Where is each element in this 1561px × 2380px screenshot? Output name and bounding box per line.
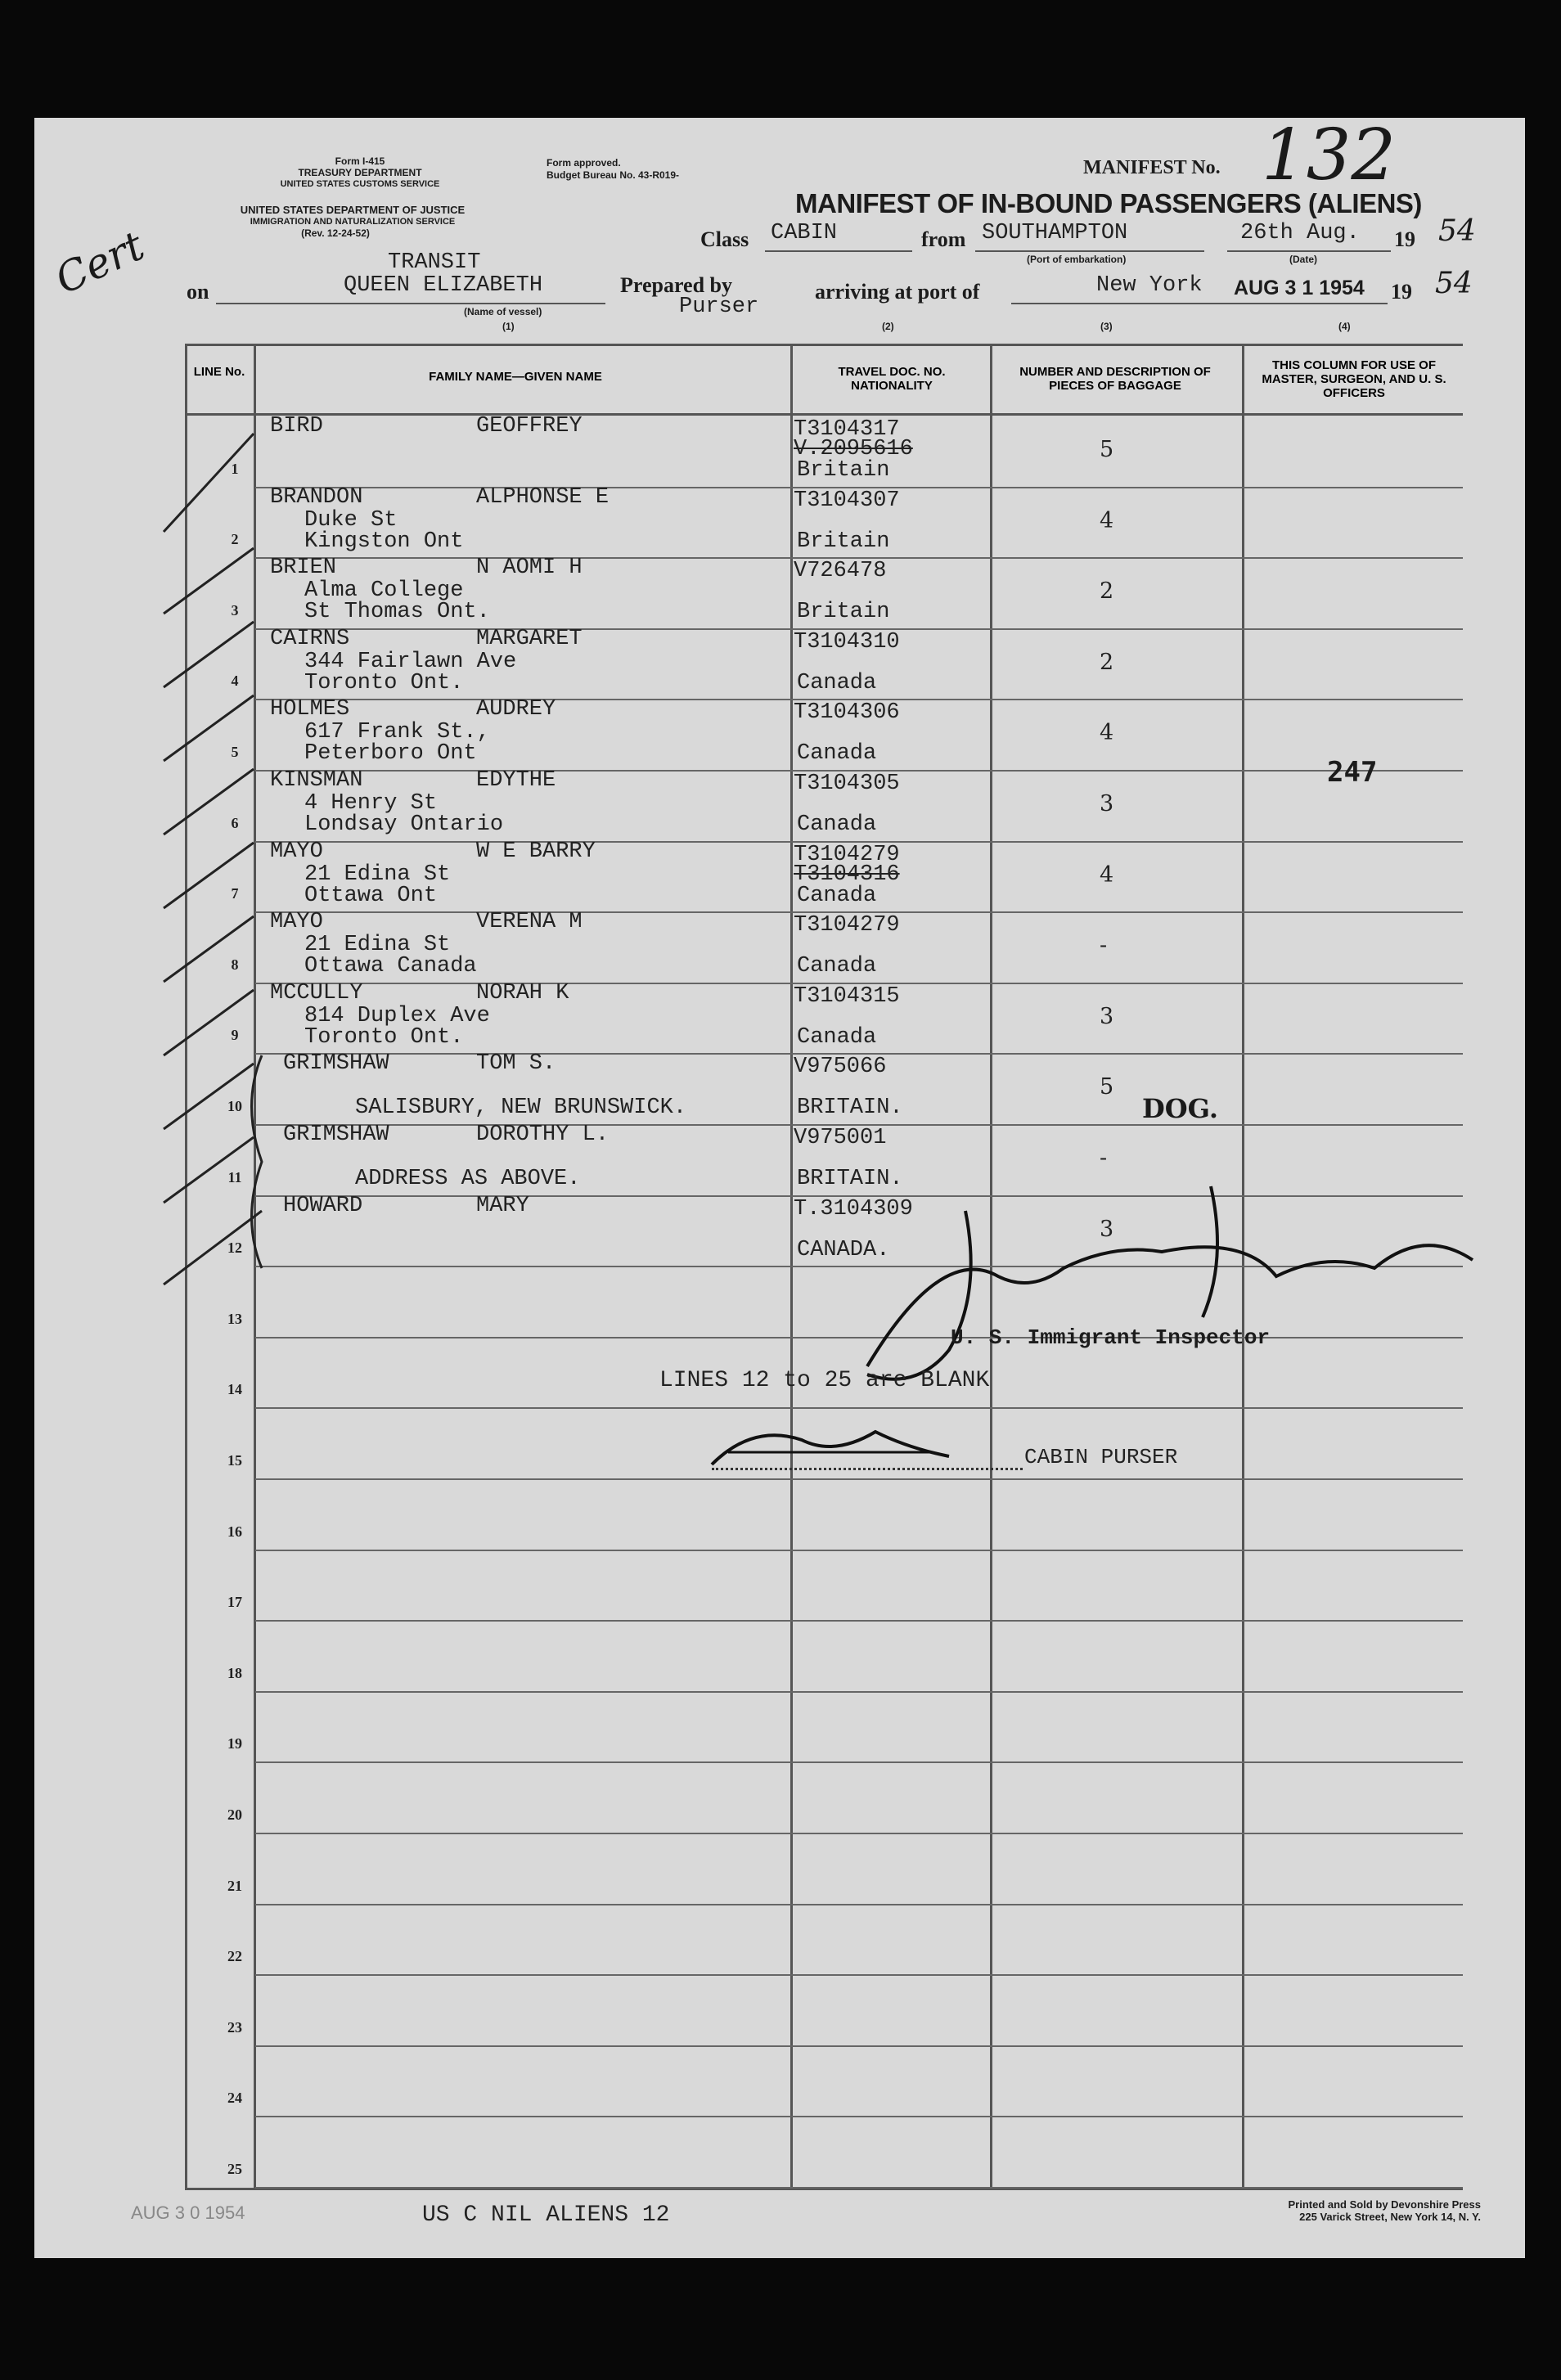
line-number: 9	[231, 1027, 239, 1043]
manifest-number: 132	[1262, 115, 1397, 196]
row-line	[255, 1974, 1463, 1976]
budget-bureau: Budget Bureau No. 43-R019-	[547, 169, 680, 181]
line-number: 5	[231, 744, 239, 760]
baggage-count: 4	[1100, 862, 1114, 888]
family-name: CAIRNS	[270, 627, 350, 651]
line-number: 11	[227, 1169, 242, 1186]
baggage-count: 2	[1100, 578, 1114, 604]
justice-dept: UNITED STATES DEPARTMENT OF JUSTICE	[240, 204, 466, 216]
line-number: 20	[227, 1806, 242, 1823]
nationality: BRITAIN.	[797, 1167, 903, 1191]
year2-prefix: 19	[1391, 280, 1412, 304]
given-name: VERENA M	[476, 910, 583, 934]
address-line-2: Toronto Ont.	[304, 671, 464, 695]
blank-lines-note: LINES 12 to 25 are BLANK	[659, 1368, 990, 1393]
date-caption: (Date)	[1289, 254, 1318, 265]
line-number: 18	[227, 1665, 242, 1681]
margin-note: Cert	[47, 222, 151, 304]
line-number: 2	[231, 531, 239, 547]
given-name: AUDREY	[476, 697, 556, 722]
from-value[interactable]: SOUTHAMPTON	[982, 221, 1128, 245]
footer-stamp: AUG 3 0 1954	[131, 2202, 245, 2223]
line-number: 6	[231, 815, 239, 831]
col1-caption: (1)	[502, 321, 515, 332]
baggage-count: 3	[1100, 791, 1114, 817]
year-suffix[interactable]: 54	[1438, 214, 1476, 248]
family-name: BIRD	[270, 414, 323, 439]
baggage-count: 3	[1100, 1004, 1114, 1029]
travel-doc-number: V975001	[794, 1126, 887, 1150]
address-line-1: Alma College	[304, 578, 464, 603]
baggage-count: 5	[1100, 1074, 1114, 1100]
table-top-border	[185, 344, 1463, 346]
col2-caption: (2)	[882, 321, 894, 332]
inspector-caption: U. S. Immigrant Inspector	[951, 1325, 1271, 1350]
address-line-2: Ottawa Canada	[304, 954, 477, 979]
address-line-2: Toronto Ont.	[304, 1025, 464, 1050]
row-line	[255, 2045, 1463, 2047]
given-name: MARY	[476, 1194, 529, 1218]
line-number: 17	[227, 1594, 242, 1610]
header-baggage: NUMBER AND DESCRIPTION OF PIECES OF BAGGAGE	[1019, 365, 1211, 393]
given-name: W E BARRY	[476, 839, 596, 864]
class-underline	[765, 250, 912, 252]
baggage-count: 5	[1100, 437, 1114, 462]
given-name: DOROTHY L.	[476, 1123, 610, 1147]
header-bottom-border	[185, 413, 1463, 416]
nationality: CANADA.	[797, 1238, 890, 1262]
given-name: ALPHONSE E	[476, 485, 610, 510]
vessel-underline	[216, 303, 605, 304]
row-line	[255, 1620, 1463, 1622]
family-name: MCCULLY	[270, 981, 363, 1006]
year2-suffix[interactable]: 54	[1435, 267, 1473, 300]
rev-date: (Rev. 12-24-52)	[301, 227, 370, 239]
vessel-name[interactable]: QUEEN ELIZABETH	[344, 273, 543, 298]
family-name: HOLMES	[270, 697, 350, 722]
nationality: Britain	[797, 529, 890, 554]
transit-label: TRANSIT	[388, 250, 481, 275]
line-number: 10	[227, 1098, 242, 1114]
nationality: Canada	[797, 884, 877, 908]
line-number: 19	[227, 1735, 242, 1752]
line-number: 25	[227, 2161, 242, 2177]
nationality: Canada	[797, 671, 877, 695]
baggage-count: -	[1100, 933, 1108, 958]
from-underline	[975, 250, 1204, 252]
line-number: 24	[227, 2090, 242, 2106]
arriving-underline	[1011, 303, 1388, 304]
nationality: Canada	[797, 954, 877, 979]
travel-doc-number: T3104279	[794, 913, 900, 938]
address-line-1: 4 Henry St	[304, 791, 438, 816]
prepared-label: Prepared by	[620, 273, 732, 297]
given-name: TOM S.	[476, 1051, 556, 1076]
line-number: 13	[227, 1311, 242, 1327]
officer-note: 247	[1327, 756, 1378, 789]
date-underline	[1227, 250, 1391, 252]
family-name: HOWARD	[283, 1194, 363, 1218]
header-officers: THIS COLUMN FOR USE OF MASTER, SURGEON, AND U. S. OFFICERS	[1262, 358, 1446, 400]
address-line-2: St Thomas Ont.	[304, 600, 490, 624]
travel-doc-number: T3104317	[794, 417, 900, 442]
address-line-2: Ottawa Ont	[304, 884, 438, 908]
header-name: FAMILY NAME—GIVEN NAME	[429, 370, 602, 384]
check-marks	[155, 409, 286, 1309]
col4-caption: (4)	[1338, 321, 1351, 332]
header-travel-doc: TRAVEL DOC. NO. NATIONALITY	[838, 365, 946, 393]
nationality: Canada	[797, 741, 877, 766]
family-name: MAYO	[270, 910, 323, 934]
row-line	[255, 1550, 1463, 1551]
address-line-2: Kingston Ont	[304, 529, 464, 554]
form-number: Form I-415	[335, 155, 385, 167]
line-number: 8	[231, 956, 239, 973]
given-name: GEOFFREY	[476, 414, 583, 439]
col3-caption: (3)	[1100, 321, 1113, 332]
travel-doc-number: T3104307	[794, 488, 900, 513]
arrival-stamp: AUG 3 1 1954	[1234, 277, 1365, 299]
travel-doc-number: V726478	[794, 559, 887, 583]
purser-label: CABIN PURSER	[1024, 1445, 1178, 1469]
line-number: 16	[227, 1523, 242, 1540]
family-name: BRANDON	[270, 485, 363, 510]
address-line-1: 344 Fairlawn Ave	[304, 650, 517, 674]
address-line-2: SALISBURY, NEW BRUNSWICK.	[355, 1096, 687, 1120]
family-name: GRIMSHAW	[283, 1051, 389, 1076]
address-line-1: 21 Edina St	[304, 933, 451, 957]
address-line-2: Londsay Ontario	[304, 812, 504, 837]
address-line-1: 617 Frank St.,	[304, 720, 490, 745]
given-name: NORAH K	[476, 981, 569, 1006]
travel-doc-number: T.3104309	[794, 1197, 913, 1221]
baggage-count: -	[1100, 1145, 1108, 1171]
row-line	[255, 2116, 1463, 2117]
nationality: Canada	[797, 1025, 877, 1050]
baggage-count: 4	[1100, 508, 1114, 533]
family-name: BRIEN	[270, 556, 337, 580]
travel-doc-number: T3104306	[794, 700, 900, 725]
date-value[interactable]: 26th Aug.	[1240, 221, 1360, 245]
given-name: N AOMI H	[476, 556, 583, 580]
baggage-count: 4	[1100, 720, 1114, 745]
row-line	[255, 1904, 1463, 1905]
given-name: EDYTHE	[476, 768, 556, 793]
row-line	[255, 1691, 1463, 1693]
from-label: from	[921, 227, 966, 251]
travel-doc-number-2: T3104316	[794, 862, 900, 887]
travel-doc-number: T3104315	[794, 984, 900, 1009]
nationality: Canada	[797, 812, 877, 837]
treasury-dept: TREASURY DEPARTMENT	[298, 167, 422, 178]
row-line	[255, 1833, 1463, 1834]
class-label: Class	[700, 227, 749, 251]
port-caption: (Port of embarkation)	[1027, 254, 1127, 265]
address-line-1: Duke St	[304, 508, 398, 533]
line-number: 15	[227, 1452, 242, 1469]
line-number: 14	[227, 1381, 242, 1397]
prepared-value[interactable]: Purser	[679, 295, 759, 319]
form-approved: Form approved.	[547, 157, 621, 169]
travel-doc-number: T3104310	[794, 630, 900, 655]
manifest-no-label: MANIFEST No.	[1083, 157, 1221, 178]
printer-line-2: 225 Varick Street, New York 14, N. Y.	[1299, 2211, 1481, 2223]
address-line-1: 21 Edina St	[304, 862, 451, 887]
nationality: Britain	[797, 458, 890, 483]
line-number: 3	[231, 602, 239, 619]
class-value[interactable]: CABIN	[771, 221, 838, 245]
line-number: 1	[231, 461, 239, 477]
travel-doc-number: V975066	[794, 1055, 887, 1079]
row-line	[255, 1761, 1463, 1763]
travel-doc-number: T3104279	[794, 843, 900, 867]
printer-line-1: Printed and Sold by Devonshire Press	[1288, 2198, 1481, 2211]
travel-doc-number: T3104305	[794, 772, 900, 796]
footer-aliens-note: US C NIL ALIENS 12	[422, 2202, 670, 2228]
vessel-caption: (Name of vessel)	[464, 306, 542, 317]
dog-note: DOG.	[1142, 1093, 1218, 1124]
on-label: on	[187, 280, 209, 304]
address-line-1: 814 Duplex Ave	[304, 1004, 490, 1028]
nationality: Britain	[797, 600, 890, 624]
manifest-title: MANIFEST OF IN-BOUND PASSENGERS (ALIENS)	[795, 188, 1422, 218]
given-name: MARGARET	[476, 627, 583, 651]
family-name: KINSMAN	[270, 768, 363, 793]
travel-doc-number-2: V.2095616	[794, 437, 913, 461]
line-number: 12	[227, 1239, 242, 1256]
address-line-2: Peterboro Ont	[304, 741, 477, 766]
family-name: GRIMSHAW	[283, 1123, 389, 1147]
arriving-port[interactable]: New York	[1096, 273, 1203, 298]
baggage-count: 3	[1100, 1217, 1114, 1242]
address-line-2: ADDRESS AS ABOVE.	[355, 1167, 581, 1191]
arriving-label: arriving at port of	[815, 280, 980, 304]
line-number: 7	[231, 885, 239, 902]
baggage-count: 2	[1100, 650, 1114, 675]
ins-service: IMMIGRATION AND NATURALIZATION SERVICE	[250, 217, 456, 227]
nationality: BRITAIN.	[797, 1096, 903, 1120]
row-line	[255, 2187, 1463, 2189]
year-prefix: 19	[1394, 227, 1415, 251]
purser-signature	[704, 1415, 982, 1481]
customs-service: UNITED STATES CUSTOMS SERVICE	[280, 179, 440, 189]
family-name: MAYO	[270, 839, 323, 864]
line-number: 22	[227, 1948, 242, 1964]
line-number: 21	[227, 1878, 242, 1894]
line-number: 23	[227, 2019, 242, 2036]
line-number: 4	[231, 673, 239, 689]
header-line-no: LINE No.	[193, 365, 245, 379]
